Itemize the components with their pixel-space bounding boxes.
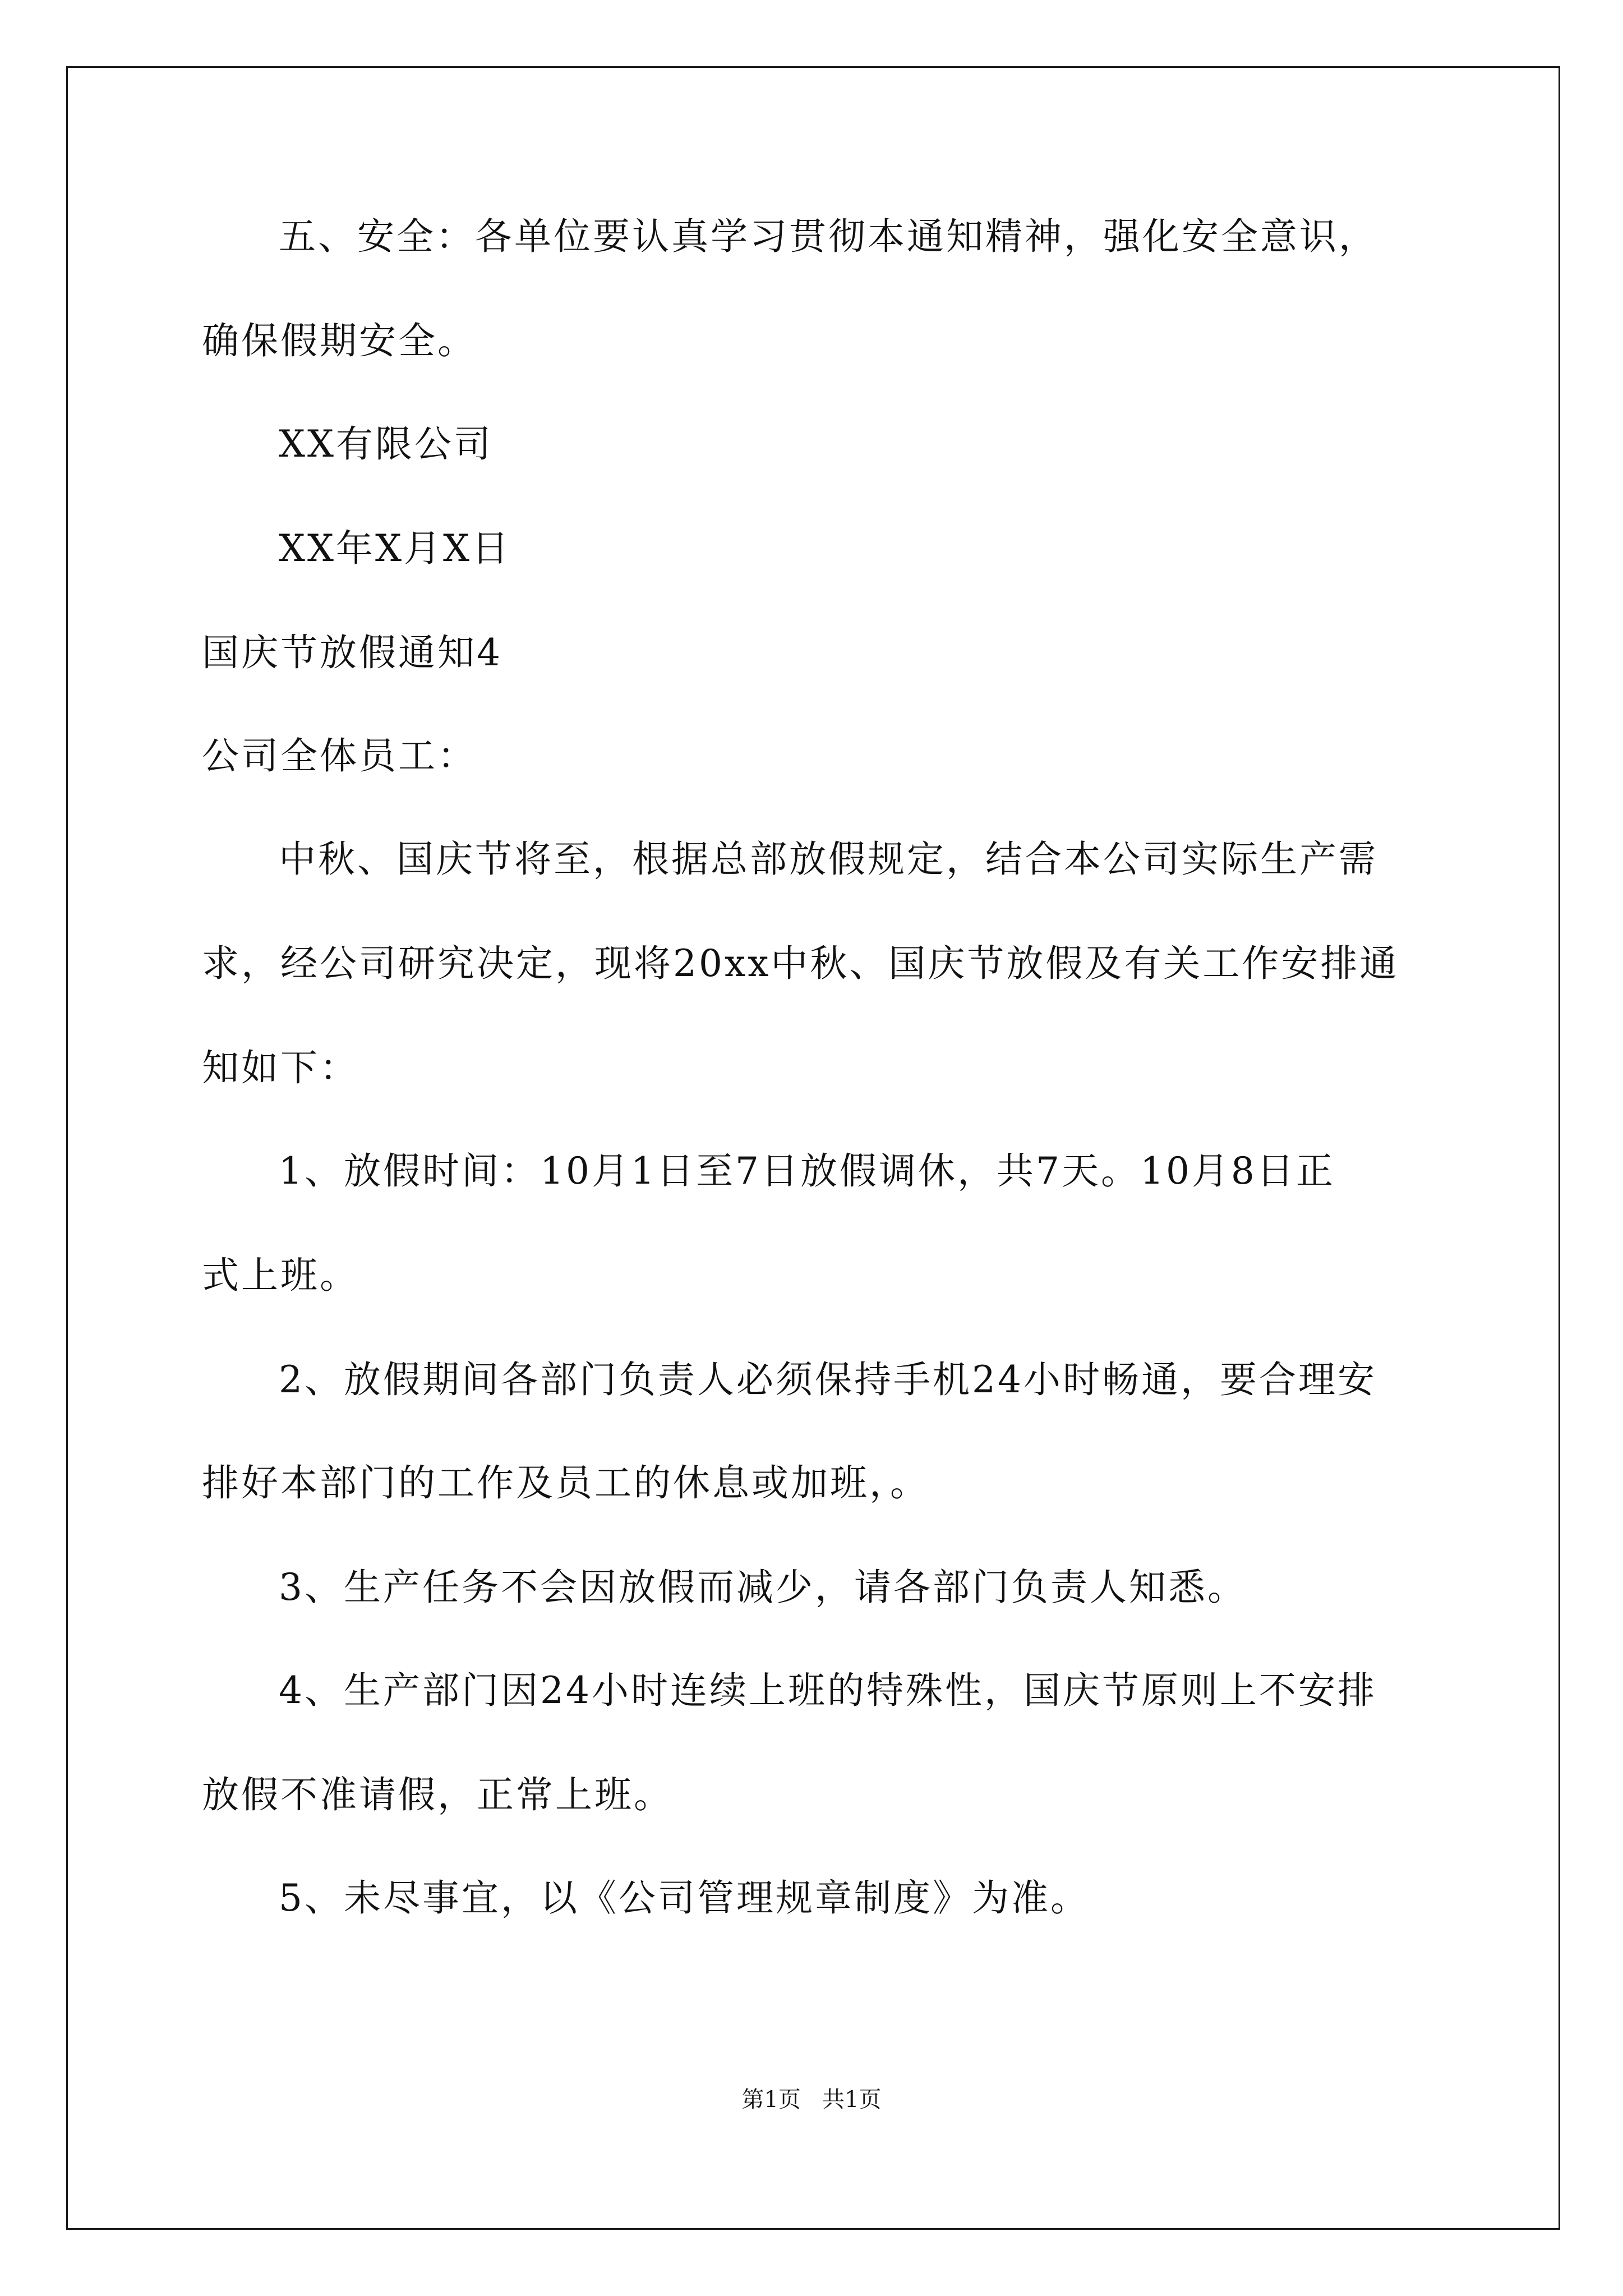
page-number-footer: 第1页 共1页 (741, 2087, 882, 2113)
item-5: 5、未尽事宜，以《公司管理规章制度》为准。 (279, 1876, 1090, 1920)
paragraph-intro-line-1: 中秋、国庆节将至，根据总部放假规定，结合本公司实际生产需 (279, 838, 1378, 881)
paragraph-safety-line-2: 确保假期安全。 (202, 319, 477, 362)
item-4-line-2: 放假不准请假，正常上班。 (202, 1773, 673, 1816)
item-1-line-2: 式上班。 (202, 1254, 359, 1297)
item-2-line-1: 2、放假期间各部门负责人必须保持手机24小时畅通，要合理安 (279, 1358, 1377, 1401)
paragraph-intro-line-3: 知如下： (202, 1046, 359, 1089)
item-2-line-2: 排好本部门的工作及员工的休息或加班，。 (202, 1461, 929, 1504)
item-1-line-1: 1、放假时间：10月1日至7日放假调休，共7天。10月8日正 (279, 1149, 1335, 1193)
item-4-line-1: 4、生产部门因24小时连续上班的特殊性，国庆节原则上不安排 (279, 1669, 1377, 1712)
paragraph-safety-line-1: 五、安全：各单位要认真学习贯彻本通知精神，强化安全意识， (279, 215, 1378, 258)
item-3: 3、生产任务不会因放假而减少，请各部门负责人知悉。 (279, 1566, 1247, 1609)
paragraph-intro-line-2: 求，经公司研究决定，现将20xx中秋、国庆节放假及有关工作安排通 (202, 942, 1399, 985)
signature-company: XX有限公司 (279, 422, 493, 466)
notice-salutation: 公司全体员工： (202, 734, 477, 777)
notice-title: 国庆节放假通知4 (202, 631, 502, 674)
signature-date: XX年X月X日 (279, 527, 511, 570)
